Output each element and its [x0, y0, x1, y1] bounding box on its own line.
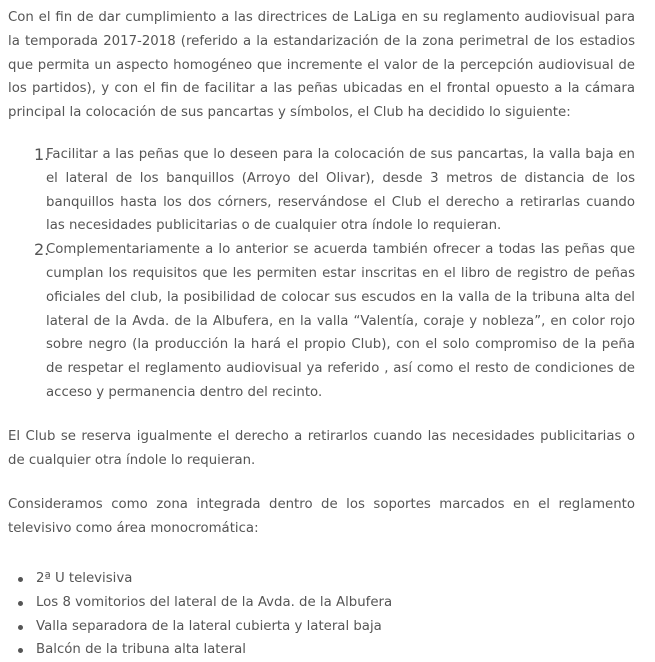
list-number: 2.	[34, 240, 50, 260]
bullet-item-text: Balcón de la tribuna alta lateral	[36, 642, 247, 658]
bullet-list-item	[36, 591, 635, 615]
bullet-item-text: Valla separadora de la lateral cubierta y lateral baja	[36, 618, 382, 634]
bullet-item-text: Los 8 vomitorios del lateral de la Avda. de la Albufera	[36, 594, 393, 610]
bullet-item-text: 2ª U televisiva	[36, 570, 133, 586]
zone-paragraph: Consideramos como zona integrada dentro de los soportes marcados en el reglamento televisivo como área monocromática:	[8, 497, 635, 537]
intro-paragraph: Con el fin de dar cumplimiento a las directrices de LaLiga en su reglamento audiovisual para la temporada 2017-2018 (referido a la estandarización de la zona perimetral de los estadios que permita un aspecto homogéneo que incremente el valor de la percepción audiovisual de los partidos), y con el fin de facilitar a las peñas ubicadas en el frontal opuesto a la cámara principal la colocación de sus pancartas y símbolos, el Club ha decidido lo siguiente:	[8, 10, 635, 121]
bullet-list	[8, 567, 635, 662]
bullet-list-item	[36, 638, 635, 662]
list-item-text: Complementariamente a lo anterior se acuerda también ofrecer a todas las peñas que cumplan los requisitos que les permiten estar inscritas en el libro de registro de peñas oficiales del club, la posibilidad de colocar sus escudos en la valla de la tribuna alta del lateral de la Avda. de la Albufera, en la valla “Valentía, coraje y nobleza”, en color rojo sobre negro (la producción la hará el propio Club), con el solo compromiso de la peña de respetar el reglamento audiovisual ya referido , así como el resto de condiciones de acceso y permanencia dentro del recinto.	[46, 242, 635, 400]
numbered-list-item	[34, 143, 635, 238]
numbered-list-item	[34, 238, 635, 405]
bullet-icon	[18, 601, 23, 606]
bullet-icon	[18, 577, 23, 582]
list-number: 1.	[34, 144, 50, 164]
list-item-text: Facilitar a las peñas que lo deseen para la colocación de sus pancartas, la valla baja en el lateral de los banquillos (Arroyo del Olivar), desde 3 metros de distancia de los banquillos hasta los dos córners, reservándose el Club el derecho a retirarlas cuando las necesidades publicitarias o de cualquier otra índole lo requieran.	[46, 146, 635, 234]
numbered-list	[8, 143, 635, 405]
bullet-icon	[18, 625, 23, 630]
bullet-icon	[18, 648, 23, 653]
reserve-paragraph: El Club se reserva igualmente el derecho a retirarlos cuando las necesidades publicitarias o de cualquier otra índole lo requieran.	[8, 428, 635, 468]
bullet-list-item	[36, 567, 635, 591]
